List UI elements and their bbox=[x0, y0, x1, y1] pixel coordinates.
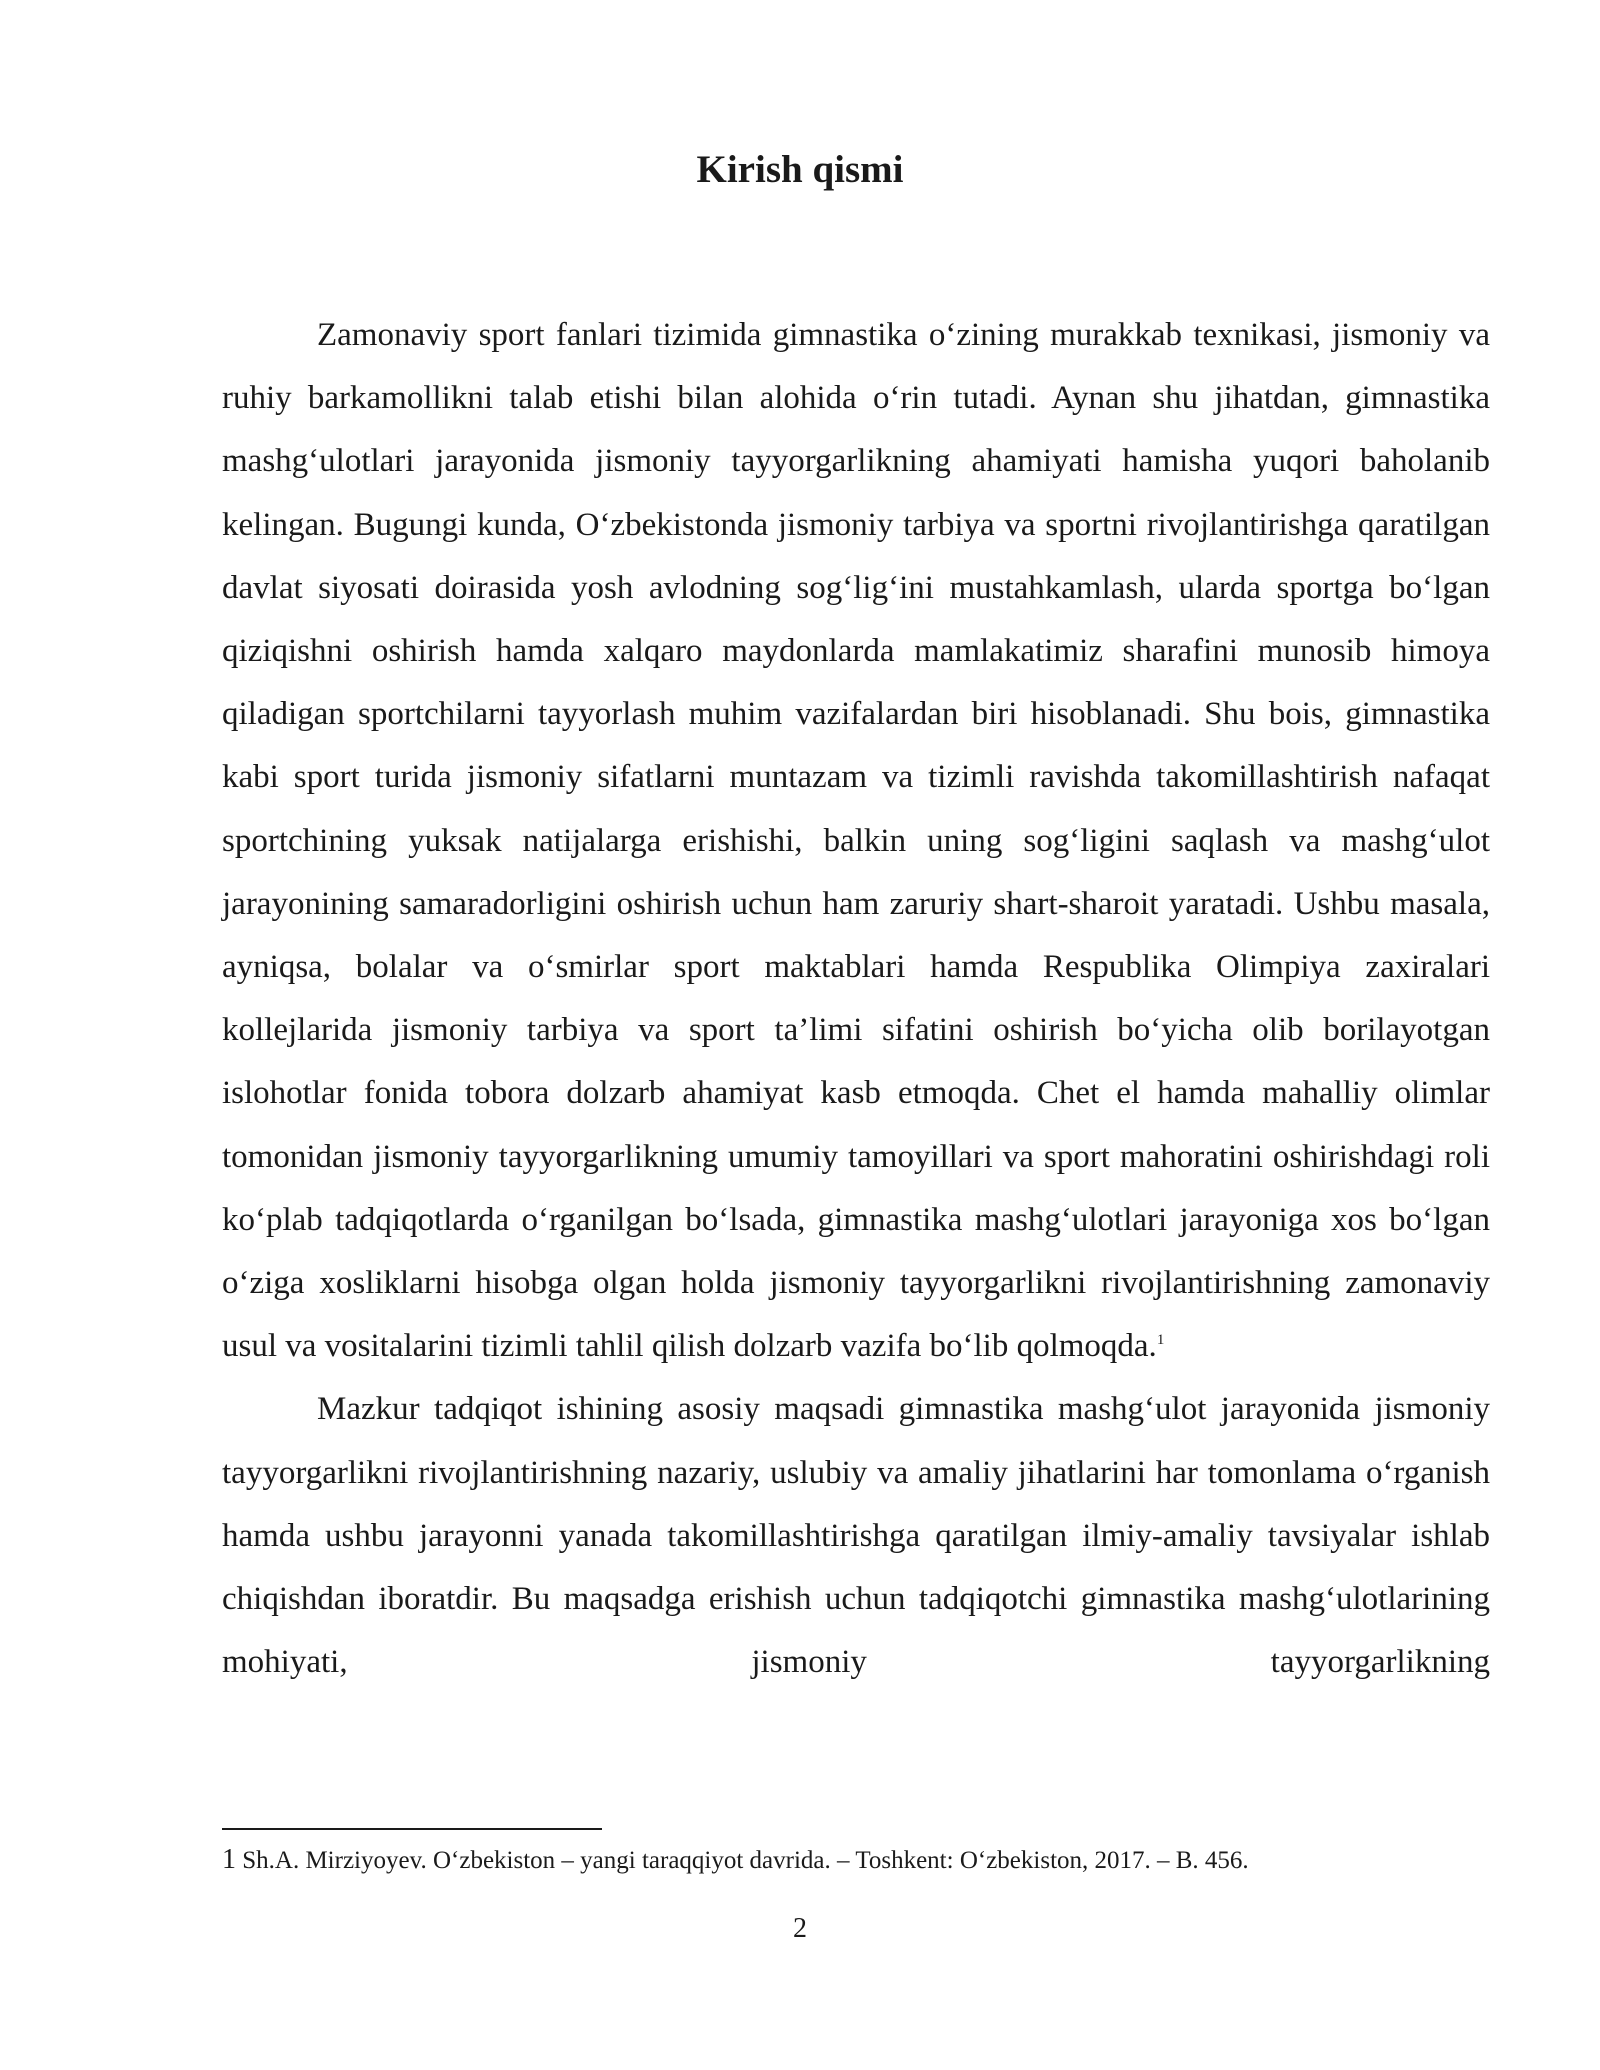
paragraph-1 bbox=[222, 304, 1490, 1378]
footnote-separator bbox=[222, 1828, 602, 1830]
paragraph-2 bbox=[222, 1378, 1490, 1694]
footnote-reference: 1 bbox=[1156, 1332, 1165, 1349]
footnote-text: Sh.A. Mirziyoyev. O‘zbekiston – yangi taraqqiyot davrida. – Toshkent: O‘zbekiston, 2017. – B. 456. bbox=[242, 1847, 1249, 1874]
paragraph-1-text: Zamonaviy sport fanlari tizimida gimnastika o‘zining murakkab texnikasi, jismoniy va ruhiy barkamollikni talab etishi bilan alohida o‘rin tutadi. Aynan shu jihatdan, gimnastika mashg‘ulotlari jarayonida jismoniy tayyorgarlikning ahamiyati hamisha yuqori baholanib kelingan. Bugungi kunda, O‘zbekistonda jismoniy tarbiya va sportni rivojlantirishga qaratilgan davlat siyosati doirasida yosh avlodning sog‘lig‘ini mustahkamlash, ularda sportga bo‘lgan qiziqishni oshirish hamda xalqaro maydonlarda mamlakatimiz sharafini munosib himoya qiladigan sportchilarni tayyorlash muhim vazifalardan biri hisoblanadi. Shu bois, gimnastika kabi sport turida jismoniy sifatlarni muntazam va tizimli ravishda takomillashtirish nafaqat sportchining yuksak natijalarga erishishi, balkin uning sog‘ligini saqlash va mashg‘ulot jarayonining samaradorligini oshirish uchun ham zaruriy shart-sharoit yaratadi. Ushbu masala, ayniqsa, bolalar va o‘smirlar sport maktablari hamda Respublika Olimpiya zaxiralari kollejlarida jismoniy tarbiya va sport ta’limi sifatini oshirish bo‘yicha olib borilayotgan islohotlar fonida tobora dolzarb ahamiyat kasb etmoqda. Chet el hamda mahalliy olimlar tomonidan jismoniy tayyorgarlikning umumiy tamoyillari va sport mahoratini oshirishdagi roli ko‘plab tadqiqotlarda o‘rganilgan bo‘lsada, gimnastika mashg‘ulotlari jarayoniga xos bo‘lgan o‘ziga xosliklarni hisobga olgan holda jismoniy tayyorgarlikni rivojlantirishning zamonaviy usul va vositalarini tizimli tahlil qilish dolzarb vazifa bo‘lib qolmoqda. bbox=[222, 317, 1490, 1365]
page-number: 2 bbox=[793, 1913, 807, 1944]
footnote-number: 1 bbox=[222, 1844, 236, 1875]
section-title: Kirish qismi bbox=[696, 148, 904, 191]
footnote bbox=[222, 1843, 1490, 1878]
body-text bbox=[222, 304, 1490, 1694]
paragraph-2-text: Mazkur tadqiqot ishining asosiy maqsadi gimnastika mashg‘ulot jarayonida jismoniy tayyorgarlikni rivojlantirishning nazariy, uslubiy va amaliy jihatlarini har tomonlama o‘rganish hamda ushbu jarayonni yanada takomillashtirishga qaratilgan ilmiy-amaliy tavsiyalar ishlab chiqishdan iboratdir. Bu maqsadga erishish uchun tadqiqotchi gimnastika mashg‘ulotlarining mohiyati, jismoniy tayyorgarlikning bbox=[222, 1391, 1490, 1681]
